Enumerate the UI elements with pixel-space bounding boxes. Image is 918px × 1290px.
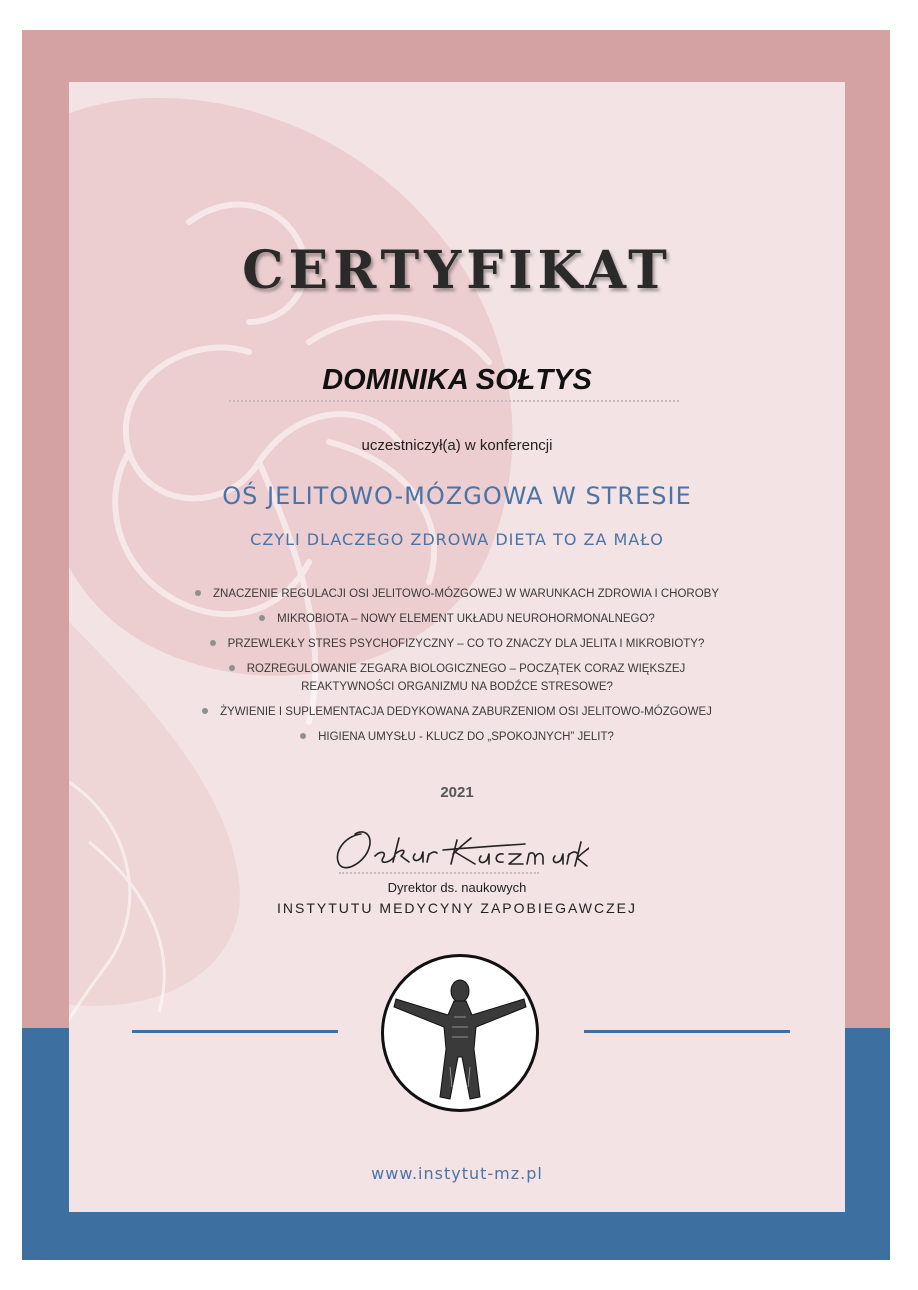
- certificate-title: CERTYFIKAT: [242, 240, 672, 301]
- topic-item: ZNACZENIE REGULACJI OSI JELITOWO-MÓZGOWEJ W WARUNKACH ZDROWIA I CHOROBY: [129, 585, 785, 603]
- topic-item: ROZREGULOWANIE ZEGARA BIOLOGICZNEGO – POCZĄTEK CORAZ WIĘKSZEJ REAKTYWNOŚCI ORGANIZMU NA BODŹCE STRESOWE?: [129, 660, 785, 696]
- certificate-panel: [69, 82, 845, 1212]
- bullet-icon: [259, 615, 265, 621]
- recipient-name: DOMINIKA SOŁTYS: [322, 364, 592, 396]
- topic-item: ŻYWIENIE I SUPLEMENTACJA DEDYKOWANA ZABURZENIOM OSI JELITOWO-MÓZGOWEJ: [129, 703, 785, 721]
- name-underline: [229, 400, 679, 402]
- bullet-icon: [202, 708, 208, 714]
- bullet-icon: [210, 640, 216, 646]
- topic-item: MIKROBIOTA – NOWY ELEMENT UKŁADU NEUROHORMONALNEGO?: [129, 610, 785, 628]
- topics-list: [129, 585, 785, 753]
- decorative-line-right: [584, 1030, 790, 1033]
- signature-underline: [339, 872, 539, 874]
- topic-item: PRZEWLEKŁY STRES PSYCHOFIZYCZNY – CO TO ZNACZY DLA JELITA I MIKROBIOTY?: [129, 635, 785, 653]
- vitruvian-man-icon: [381, 954, 539, 1112]
- bullet-icon: [195, 590, 201, 596]
- conference-year: 2021: [440, 784, 474, 801]
- decorative-line-left: [132, 1030, 338, 1033]
- conference-title: OŚ JELITOWO-MÓZGOWA W STRESIE: [222, 482, 692, 510]
- conference-subtitle: CZYLI DLACZEGO ZDROWA DIETA TO ZA MAŁO: [250, 530, 664, 549]
- participation-text: uczestniczył(a) w konferencji: [361, 437, 553, 454]
- bullet-icon: [229, 665, 235, 671]
- website-link[interactable]: www.instytut-mz.pl: [371, 1164, 543, 1183]
- topic-item: HIGIENA UMYSŁU - KLUCZ DO „SPOKOJNYCH” JELIT?: [129, 728, 785, 746]
- handwritten-signature: [325, 822, 589, 878]
- signer-role: Dyrektor ds. naukowych: [387, 880, 527, 895]
- bullet-icon: [300, 733, 306, 739]
- institution-name: INSTYTUTU MEDYCYNY ZAPOBIEGAWCZEJ: [276, 900, 638, 916]
